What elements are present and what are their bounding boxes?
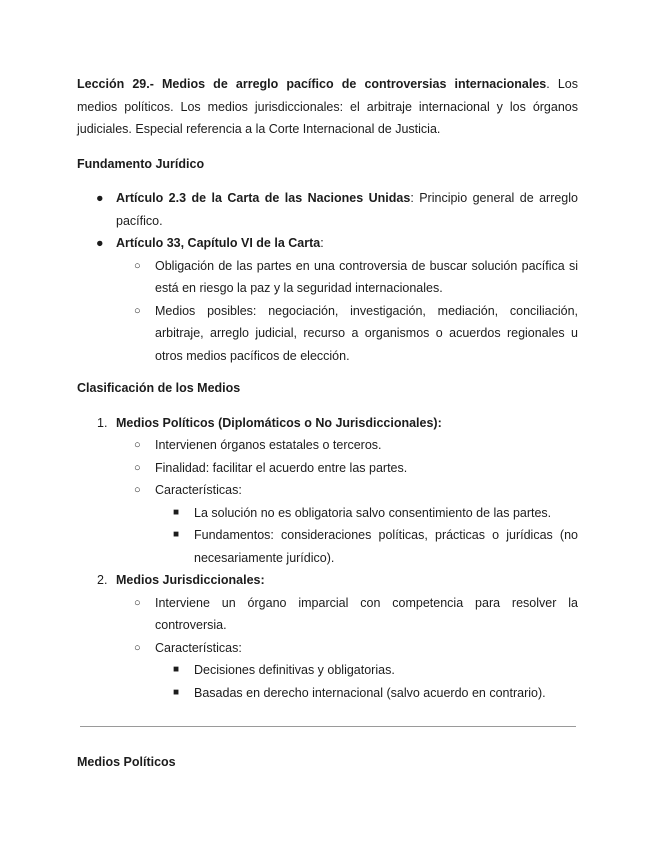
article-ref: Artículo 2.3 de la Carta de las Naciones Unidas [116, 191, 411, 205]
list-item [77, 187, 578, 232]
item-number: 1. [97, 415, 108, 430]
sub-list-item [77, 479, 578, 502]
bullet-icon: ● [96, 236, 104, 250]
sub-sub-list-item [77, 659, 578, 682]
hollow-circle-icon: ○ [134, 484, 141, 496]
sub-item-text: Medios posibles: negociación, investigación, mediación, conciliación, arbitraje, arreglo judicial, recurso a organismos o acuerdos regionales u otros medios pacíficos de elección. [155, 303, 578, 363]
square-bullet-icon: ■ [173, 686, 180, 698]
sub-sub-list-item [77, 502, 578, 525]
lesson-title: Lección 29.- Medios de arreglo pacífico de controversias internacionales [77, 77, 547, 91]
sub-item-text: Obligación de las partes en una controversia de buscar solución pacífica si está en riesgo la paz y la seguridad internacionales. [155, 258, 578, 295]
document-body [77, 73, 578, 704]
clasificacion-list [77, 412, 578, 705]
hollow-circle-icon: ○ [134, 461, 141, 474]
sub-sub-list-item [77, 682, 578, 705]
sub-item-text: Interviene un órgano imparcial con competencia para resolver la controversia. [155, 595, 578, 632]
sub-sub-item-text: Decisiones definitivas y obligatorias. [194, 663, 395, 677]
sub-sub-item-text: La solución no es obligatoria salvo consentimiento de las partes. [194, 505, 552, 520]
intro-paragraph [77, 73, 578, 141]
item-label: Medios Políticos (Diplomáticos o No Jurisdiccionales): [116, 415, 442, 430]
article-ref: Artículo 33, Capítulo VI de la Carta [116, 236, 321, 250]
sub-item-text: Intervienen órganos estatales o terceros. [155, 438, 382, 452]
article-desc: : [320, 236, 324, 250]
section-heading-clasificacion: Clasificación de los Medios [77, 381, 241, 395]
hollow-circle-icon: ○ [134, 304, 141, 317]
sub-list-item [77, 592, 578, 637]
hollow-circle-icon: ○ [134, 641, 141, 654]
sub-sub-item-text: Basadas en derecho internacional (salvo acuerdo en contrario). [194, 685, 546, 700]
intro-text: . Los medios políticos. Los medios jurisdiccionales: el arbitraje internacional y los órganos judiciales. Especial referencia a la Corte Internacional de Justicia. [77, 77, 578, 136]
item-label: Medios Jurisdiccionales: [116, 573, 265, 587]
hollow-circle-icon: ○ [134, 596, 141, 609]
sub-list-item [77, 255, 578, 300]
horizontal-divider [80, 726, 576, 727]
numbered-item [77, 412, 578, 435]
section-heading-medios-politicos: Medios Políticos [77, 755, 176, 769]
numbered-item [77, 569, 578, 592]
sub-item-text: Características: [155, 483, 242, 497]
sub-sub-list-item [77, 524, 578, 569]
sub-item-text: Características: [155, 640, 242, 655]
hollow-circle-icon: ○ [134, 439, 141, 451]
fundamento-list [77, 187, 578, 367]
item-number: 2. [97, 573, 108, 587]
sub-list-item [77, 300, 578, 368]
sub-list-item [77, 637, 578, 660]
hollow-circle-icon: ○ [134, 259, 141, 272]
square-bullet-icon: ■ [173, 664, 180, 675]
square-bullet-icon: ■ [173, 529, 180, 540]
sub-list-item [77, 457, 578, 480]
square-bullet-icon: ■ [173, 506, 180, 518]
sub-item-text: Finalidad: facilitar el acuerdo entre las partes. [155, 460, 408, 475]
section-heading-fundamento: Fundamento Jurídico [77, 156, 205, 171]
article-desc: : Principio general de arreglo pacífico. [116, 191, 578, 228]
sub-list-item [77, 434, 578, 457]
list-item [77, 232, 578, 255]
sub-sub-item-text: Fundamentos: consideraciones políticas, prácticas o jurídicas (no necesariamente jurídico). [194, 528, 578, 565]
bullet-icon: ● [96, 191, 104, 205]
